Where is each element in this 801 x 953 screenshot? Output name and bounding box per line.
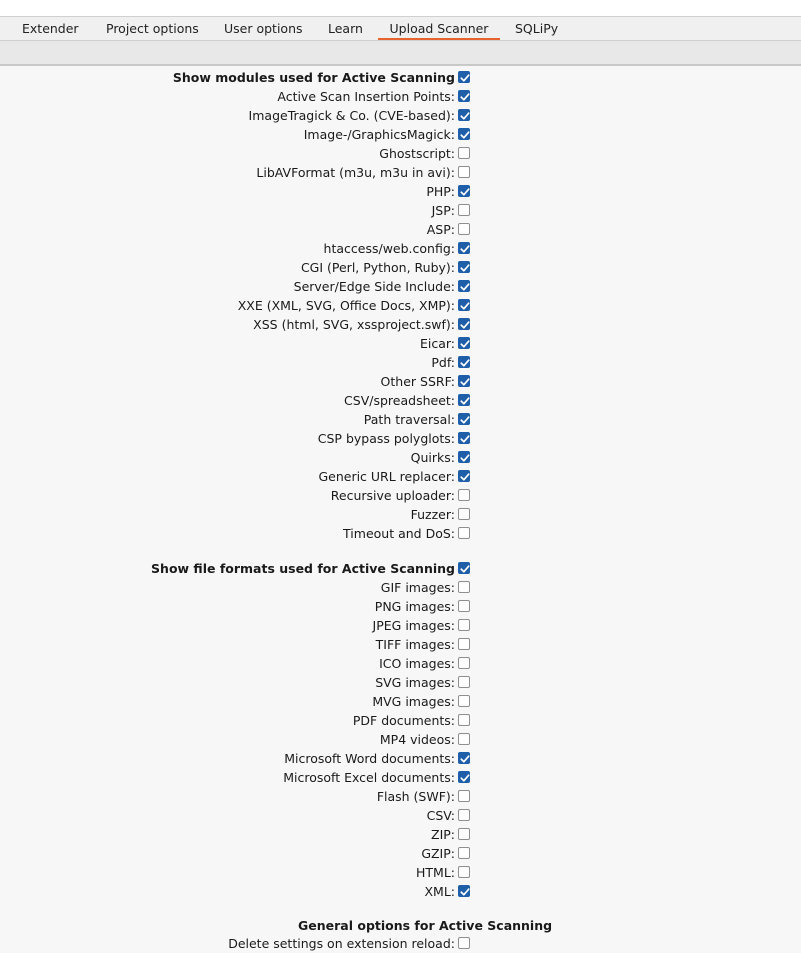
module-option-label: Eicar: xyxy=(419,336,455,351)
module-option xyxy=(0,334,801,353)
module-option-checkbox[interactable] xyxy=(458,204,470,216)
modules-header xyxy=(0,68,801,87)
format-option-label: JPEG images: xyxy=(372,618,455,633)
module-option xyxy=(0,163,801,182)
format-option-label: HTML: xyxy=(416,865,455,880)
format-option-checkbox[interactable] xyxy=(458,619,470,631)
module-option-label: CSV/spreadsheet: xyxy=(344,393,455,408)
format-option-label: GIF images: xyxy=(380,580,455,595)
module-option-checkbox[interactable] xyxy=(458,223,470,235)
tab-sqlipy[interactable]: SQLiPy xyxy=(515,21,559,36)
format-option-checkbox[interactable] xyxy=(458,714,470,726)
format-option-checkbox[interactable] xyxy=(458,638,470,650)
module-option xyxy=(0,467,801,486)
format-option xyxy=(0,844,801,863)
module-option-checkbox[interactable] xyxy=(458,166,470,178)
module-option-label: Active Scan Insertion Points: xyxy=(277,89,455,104)
module-option-label: Server/Edge Side Include: xyxy=(293,279,455,294)
format-option-label: Flash (SWF): xyxy=(376,789,455,804)
format-option xyxy=(0,768,801,787)
module-option xyxy=(0,486,801,505)
module-option xyxy=(0,87,801,106)
format-option xyxy=(0,825,801,844)
module-option-checkbox[interactable] xyxy=(458,470,470,482)
module-option xyxy=(0,429,801,448)
format-option-checkbox[interactable] xyxy=(458,847,470,859)
format-option-label: Microsoft Word documents: xyxy=(284,751,455,766)
module-option-checkbox[interactable] xyxy=(458,356,470,368)
module-option-checkbox[interactable] xyxy=(458,451,470,463)
module-option-label: htaccess/web.config: xyxy=(323,241,455,256)
module-option-label: Timeout and DoS: xyxy=(343,526,455,541)
tab-project-options[interactable]: Project options xyxy=(106,21,199,36)
module-option xyxy=(0,144,801,163)
module-option xyxy=(0,315,801,334)
format-option xyxy=(0,578,801,597)
module-option-checkbox[interactable] xyxy=(458,90,470,102)
module-option-checkbox[interactable] xyxy=(458,527,470,539)
format-option xyxy=(0,616,801,635)
module-option-checkbox[interactable] xyxy=(458,109,470,121)
general-option-label: Delete settings on extension reload: xyxy=(228,936,455,951)
format-option-label: MVG images: xyxy=(372,694,455,709)
module-option xyxy=(0,239,801,258)
main-tab-bar xyxy=(0,17,801,40)
general-option-checkbox[interactable] xyxy=(458,937,470,949)
tab-user-options[interactable]: User options xyxy=(224,21,303,36)
module-option xyxy=(0,353,801,372)
tab-learn[interactable]: Learn xyxy=(328,21,363,36)
module-option xyxy=(0,277,801,296)
format-option-label: Microsoft Excel documents: xyxy=(283,770,455,785)
module-option xyxy=(0,448,801,467)
module-option-label: ImageTragick & Co. (CVE-based): xyxy=(248,108,455,123)
module-option-label: XXE (XML, SVG, Office Docs, XMP): xyxy=(237,298,455,313)
format-option xyxy=(0,806,801,825)
format-option xyxy=(0,711,801,730)
module-option-checkbox[interactable] xyxy=(458,413,470,425)
format-option-label: CSV: xyxy=(426,808,455,823)
module-option xyxy=(0,372,801,391)
modules-header-label: Show modules used for Active Scanning xyxy=(172,70,455,85)
module-option-checkbox[interactable] xyxy=(458,128,470,140)
module-option-label: Generic URL replacer: xyxy=(318,469,455,484)
module-option-label: Quirks: xyxy=(410,450,455,465)
format-option-checkbox[interactable] xyxy=(458,866,470,878)
module-option xyxy=(0,296,801,315)
format-option xyxy=(0,787,801,806)
format-option xyxy=(0,692,801,711)
module-option xyxy=(0,505,801,524)
module-option-checkbox[interactable] xyxy=(458,375,470,387)
modules-header-checkbox[interactable] xyxy=(458,71,470,83)
module-option-label: Recursive uploader: xyxy=(330,488,455,503)
module-option-checkbox[interactable] xyxy=(458,318,470,330)
format-option xyxy=(0,749,801,768)
format-option-checkbox[interactable] xyxy=(458,657,470,669)
module-option-label: XSS (html, SVG, xssproject.swf): xyxy=(253,317,455,332)
module-option-label: Ghostscript: xyxy=(379,146,455,161)
module-option-label: Image-/GraphicsMagick: xyxy=(303,127,455,142)
module-option xyxy=(0,106,801,125)
module-option-checkbox[interactable] xyxy=(458,489,470,501)
format-option-checkbox[interactable] xyxy=(458,790,470,802)
module-option-checkbox[interactable] xyxy=(458,280,470,292)
module-option-label: CGI (Perl, Python, Ruby): xyxy=(300,260,455,275)
module-option xyxy=(0,201,801,220)
format-option-checkbox[interactable] xyxy=(458,676,470,688)
module-option-label: PHP: xyxy=(426,184,455,199)
sub-tab-bar xyxy=(0,40,801,66)
format-option-checkbox[interactable] xyxy=(458,885,470,897)
module-option-checkbox[interactable] xyxy=(458,242,470,254)
format-option-label: ZIP: xyxy=(431,827,455,842)
module-option xyxy=(0,258,801,277)
tab-upload-scanner[interactable]: Upload Scanner xyxy=(378,17,500,40)
format-option xyxy=(0,635,801,654)
format-option-label: GZIP: xyxy=(421,846,455,861)
module-option-checkbox[interactable] xyxy=(458,147,470,159)
format-option-label: XML: xyxy=(424,884,455,899)
format-option-checkbox[interactable] xyxy=(458,733,470,745)
formats-header-checkbox[interactable] xyxy=(458,562,470,574)
module-option-label: JSP: xyxy=(431,203,455,218)
options-panel xyxy=(0,66,801,951)
module-option-label: CSP bypass polyglots: xyxy=(317,431,455,446)
format-option-checkbox[interactable] xyxy=(458,695,470,707)
module-option-label: Other SSRF: xyxy=(380,374,455,389)
module-option xyxy=(0,125,801,144)
format-option-label: ICO images: xyxy=(379,656,455,671)
module-option-checkbox[interactable] xyxy=(458,185,470,197)
module-option-checkbox[interactable] xyxy=(458,299,470,311)
format-option-label: SVG images: xyxy=(375,675,455,690)
formats-header-label: Show file formats used for Active Scanning xyxy=(151,561,455,576)
module-option-label: Fuzzer: xyxy=(410,507,455,522)
format-option-label: TIFF images: xyxy=(375,637,455,652)
format-option xyxy=(0,882,801,901)
format-option-checkbox[interactable] xyxy=(458,581,470,593)
format-option xyxy=(0,654,801,673)
module-option xyxy=(0,220,801,239)
module-option-checkbox[interactable] xyxy=(458,432,470,444)
module-option xyxy=(0,410,801,429)
module-option-label: LibAVFormat (m3u, m3u in avi): xyxy=(256,165,455,180)
format-option-checkbox[interactable] xyxy=(458,752,470,764)
window-top-strip xyxy=(0,0,801,17)
formats-header xyxy=(0,559,801,578)
module-option-label: Path traversal: xyxy=(363,412,455,427)
module-option-checkbox[interactable] xyxy=(458,261,470,273)
general-option xyxy=(0,934,801,953)
format-option-label: PNG images: xyxy=(374,599,455,614)
module-option xyxy=(0,391,801,410)
format-option-checkbox[interactable] xyxy=(458,600,470,612)
format-option xyxy=(0,730,801,749)
module-option-label: Pdf: xyxy=(431,355,455,370)
format-option xyxy=(0,597,801,616)
tab-extender[interactable]: Extender xyxy=(22,21,79,36)
general-options-title: General options for Active Scanning xyxy=(298,918,553,933)
module-option-checkbox[interactable] xyxy=(458,508,470,520)
format-option-label: MP4 videos: xyxy=(379,732,455,747)
format-option-checkbox[interactable] xyxy=(458,771,470,783)
format-option-checkbox[interactable] xyxy=(458,828,470,840)
format-option xyxy=(0,863,801,882)
module-option xyxy=(0,182,801,201)
module-option-checkbox[interactable] xyxy=(458,394,470,406)
format-option-label: PDF documents: xyxy=(352,713,455,728)
format-option xyxy=(0,673,801,692)
format-option-checkbox[interactable] xyxy=(458,809,470,821)
module-option xyxy=(0,524,801,543)
module-option-checkbox[interactable] xyxy=(458,337,470,349)
module-option-label: ASP: xyxy=(426,222,455,237)
